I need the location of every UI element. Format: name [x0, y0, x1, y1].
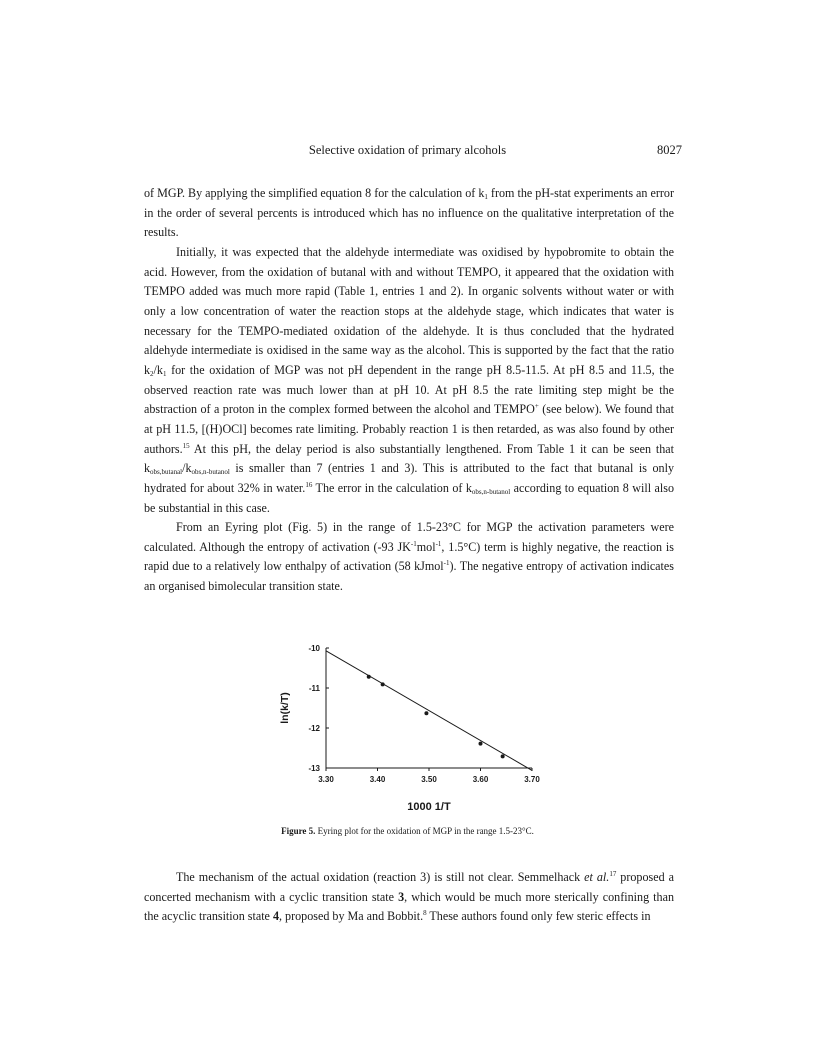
- running-header-title: Selective oxidation of primary alcohols: [308, 143, 507, 157]
- x-axis-label: 1000 1/T: [407, 801, 451, 813]
- y-axis-label: ln(k/T): [279, 692, 291, 724]
- text-run: of MGP. By applying the simplified equation 8 for the calculation of k: [144, 186, 485, 200]
- text-run: ). The negative entropy of activation indicates an organised bimolecular transition state.: [144, 559, 674, 594]
- x-tick-label: 3.70: [524, 775, 540, 784]
- superscript: +: [534, 402, 539, 411]
- emphasis: et al.: [584, 870, 610, 884]
- text-run: , proposed by Ma and Bobbit.: [279, 909, 424, 924]
- figure-caption: [0, 826, 815, 836]
- text-run: from the pH-stat experiments an error in the order of several percents is introduced which has no influence on the qualitative interpretation of the results.: [144, 186, 675, 240]
- subscript: obs,n-butanol: [191, 468, 230, 477]
- paragraph-4: [144, 868, 674, 927]
- data-point: [501, 754, 505, 758]
- text-run: is smaller than 7 (entries 1 and 3). This is attributed to the fact that butanal is only hydrated for about 32% in water.: [144, 461, 674, 495]
- reference-marker: 15: [182, 441, 190, 450]
- superscript: -1: [435, 539, 442, 548]
- text-run: /k: [153, 362, 163, 377]
- figure-caption-label: Figure 5.: [281, 826, 316, 836]
- data-point: [367, 675, 371, 679]
- y-tick-label: -10: [308, 644, 320, 653]
- text-run: These authors found only few steric effects in: [426, 909, 651, 924]
- text-run: , which would be much more sterically confining than the acyclic transition state: [144, 889, 674, 924]
- paragraph-1: [144, 184, 674, 243]
- text-run: /k: [182, 461, 192, 476]
- x-tick-label: 3.40: [369, 775, 386, 784]
- data-point: [479, 742, 483, 746]
- superscript: -1: [443, 559, 450, 568]
- x-tick-label: 3.50: [421, 775, 437, 784]
- compound-number: 3: [398, 889, 405, 904]
- text-run: , 1.5°C) term is highly negative, the reaction is rapid due to a relatively low enthalpy of activation (58 kJmol: [144, 539, 674, 574]
- x-tick-label: 3.60: [472, 775, 489, 784]
- figure-caption-text: Eyring plot for the oxidation of MGP in the range 1.5-23°C.: [315, 826, 534, 836]
- reference-marker: 17: [609, 870, 617, 878]
- x-tick-label: 3.30: [318, 775, 334, 784]
- text-run: Initially, it was expected that the aldehyde intermediate was oxidised by hypobromite to obtain the acid. However, from the oxidation of butanal with and without TEMPO, it appeared that the oxidation with TEMPO added was much more rapid (Table 1, entries 1 and 2). In organic solvents without water or with only a low concentration of water the reaction stops at the aldehyde stage, which indicates that water is necessary for the TEMPO-mediated oxidation of the aldehyde. It is thus concluded that the hydrated aldehyde intermediate is oxidised in the same way as the alcohol. This is supported by the fact that the ratio k: [144, 244, 674, 377]
- text-run: mol: [416, 539, 436, 554]
- paragraph-2: [144, 243, 674, 518]
- page-number: 8027: [657, 143, 682, 157]
- text-run: The error in the calculation of k: [312, 480, 472, 495]
- text-run: The mechanism of the actual oxidation (reaction 3) is still not clear. Semmelhack: [176, 870, 585, 884]
- body-text-continued: [144, 868, 674, 927]
- text-run: for the oxidation of MGP was not pH dependent in the range pH 8.5-11.5. At pH 8.5 and 11.5, the observed reaction rate was much lower than at pH 10. At pH 8.5 the rate limiting step might be the abstraction of a proton in the complex formed between the alcohol and TEMPO: [144, 362, 674, 417]
- subscript: 2: [150, 369, 154, 378]
- text-run: (see below). We found that at pH 11.5, [(H)OCl] becomes rate limiting. Probably reaction 1 is then retarded, as was also found by other authors.: [144, 402, 674, 456]
- body-text: [144, 184, 674, 597]
- subscript: 1: [484, 193, 488, 201]
- data-point: [424, 711, 428, 715]
- text-run: From an Eyring plot (Fig. 5) in the range of 1.5-23°C for MGP the activation parameters were calculated. Although the entropy of activation (-93 JK: [144, 520, 674, 554]
- text-run: according to equation 8 will also be substantial in this case.: [144, 480, 675, 515]
- y-tick-label: -13: [308, 764, 320, 773]
- paragraph-3: [144, 518, 674, 597]
- subscript: obs,n-butanol: [471, 487, 511, 496]
- y-tick-label: -12: [308, 724, 320, 733]
- eyring-plot: [270, 638, 570, 813]
- subscript: 1: [162, 369, 167, 378]
- reference-marker: 8: [423, 909, 427, 918]
- subscript: obs,butanal: [150, 468, 183, 477]
- y-tick-label: -11: [308, 684, 320, 693]
- data-point: [381, 682, 385, 686]
- compound-number: 4: [272, 909, 279, 924]
- text-run: proposed a concerted mechanism with a cyclic transition state: [144, 870, 674, 904]
- regression-line: [326, 651, 532, 771]
- superscript: -1: [410, 539, 417, 548]
- text-run: At this pH, the delay period is also substantially lengthened. From Table 1 it can be seen that k: [144, 441, 674, 476]
- reference-marker: 16: [305, 480, 313, 489]
- eyring-plot-svg: [270, 638, 570, 813]
